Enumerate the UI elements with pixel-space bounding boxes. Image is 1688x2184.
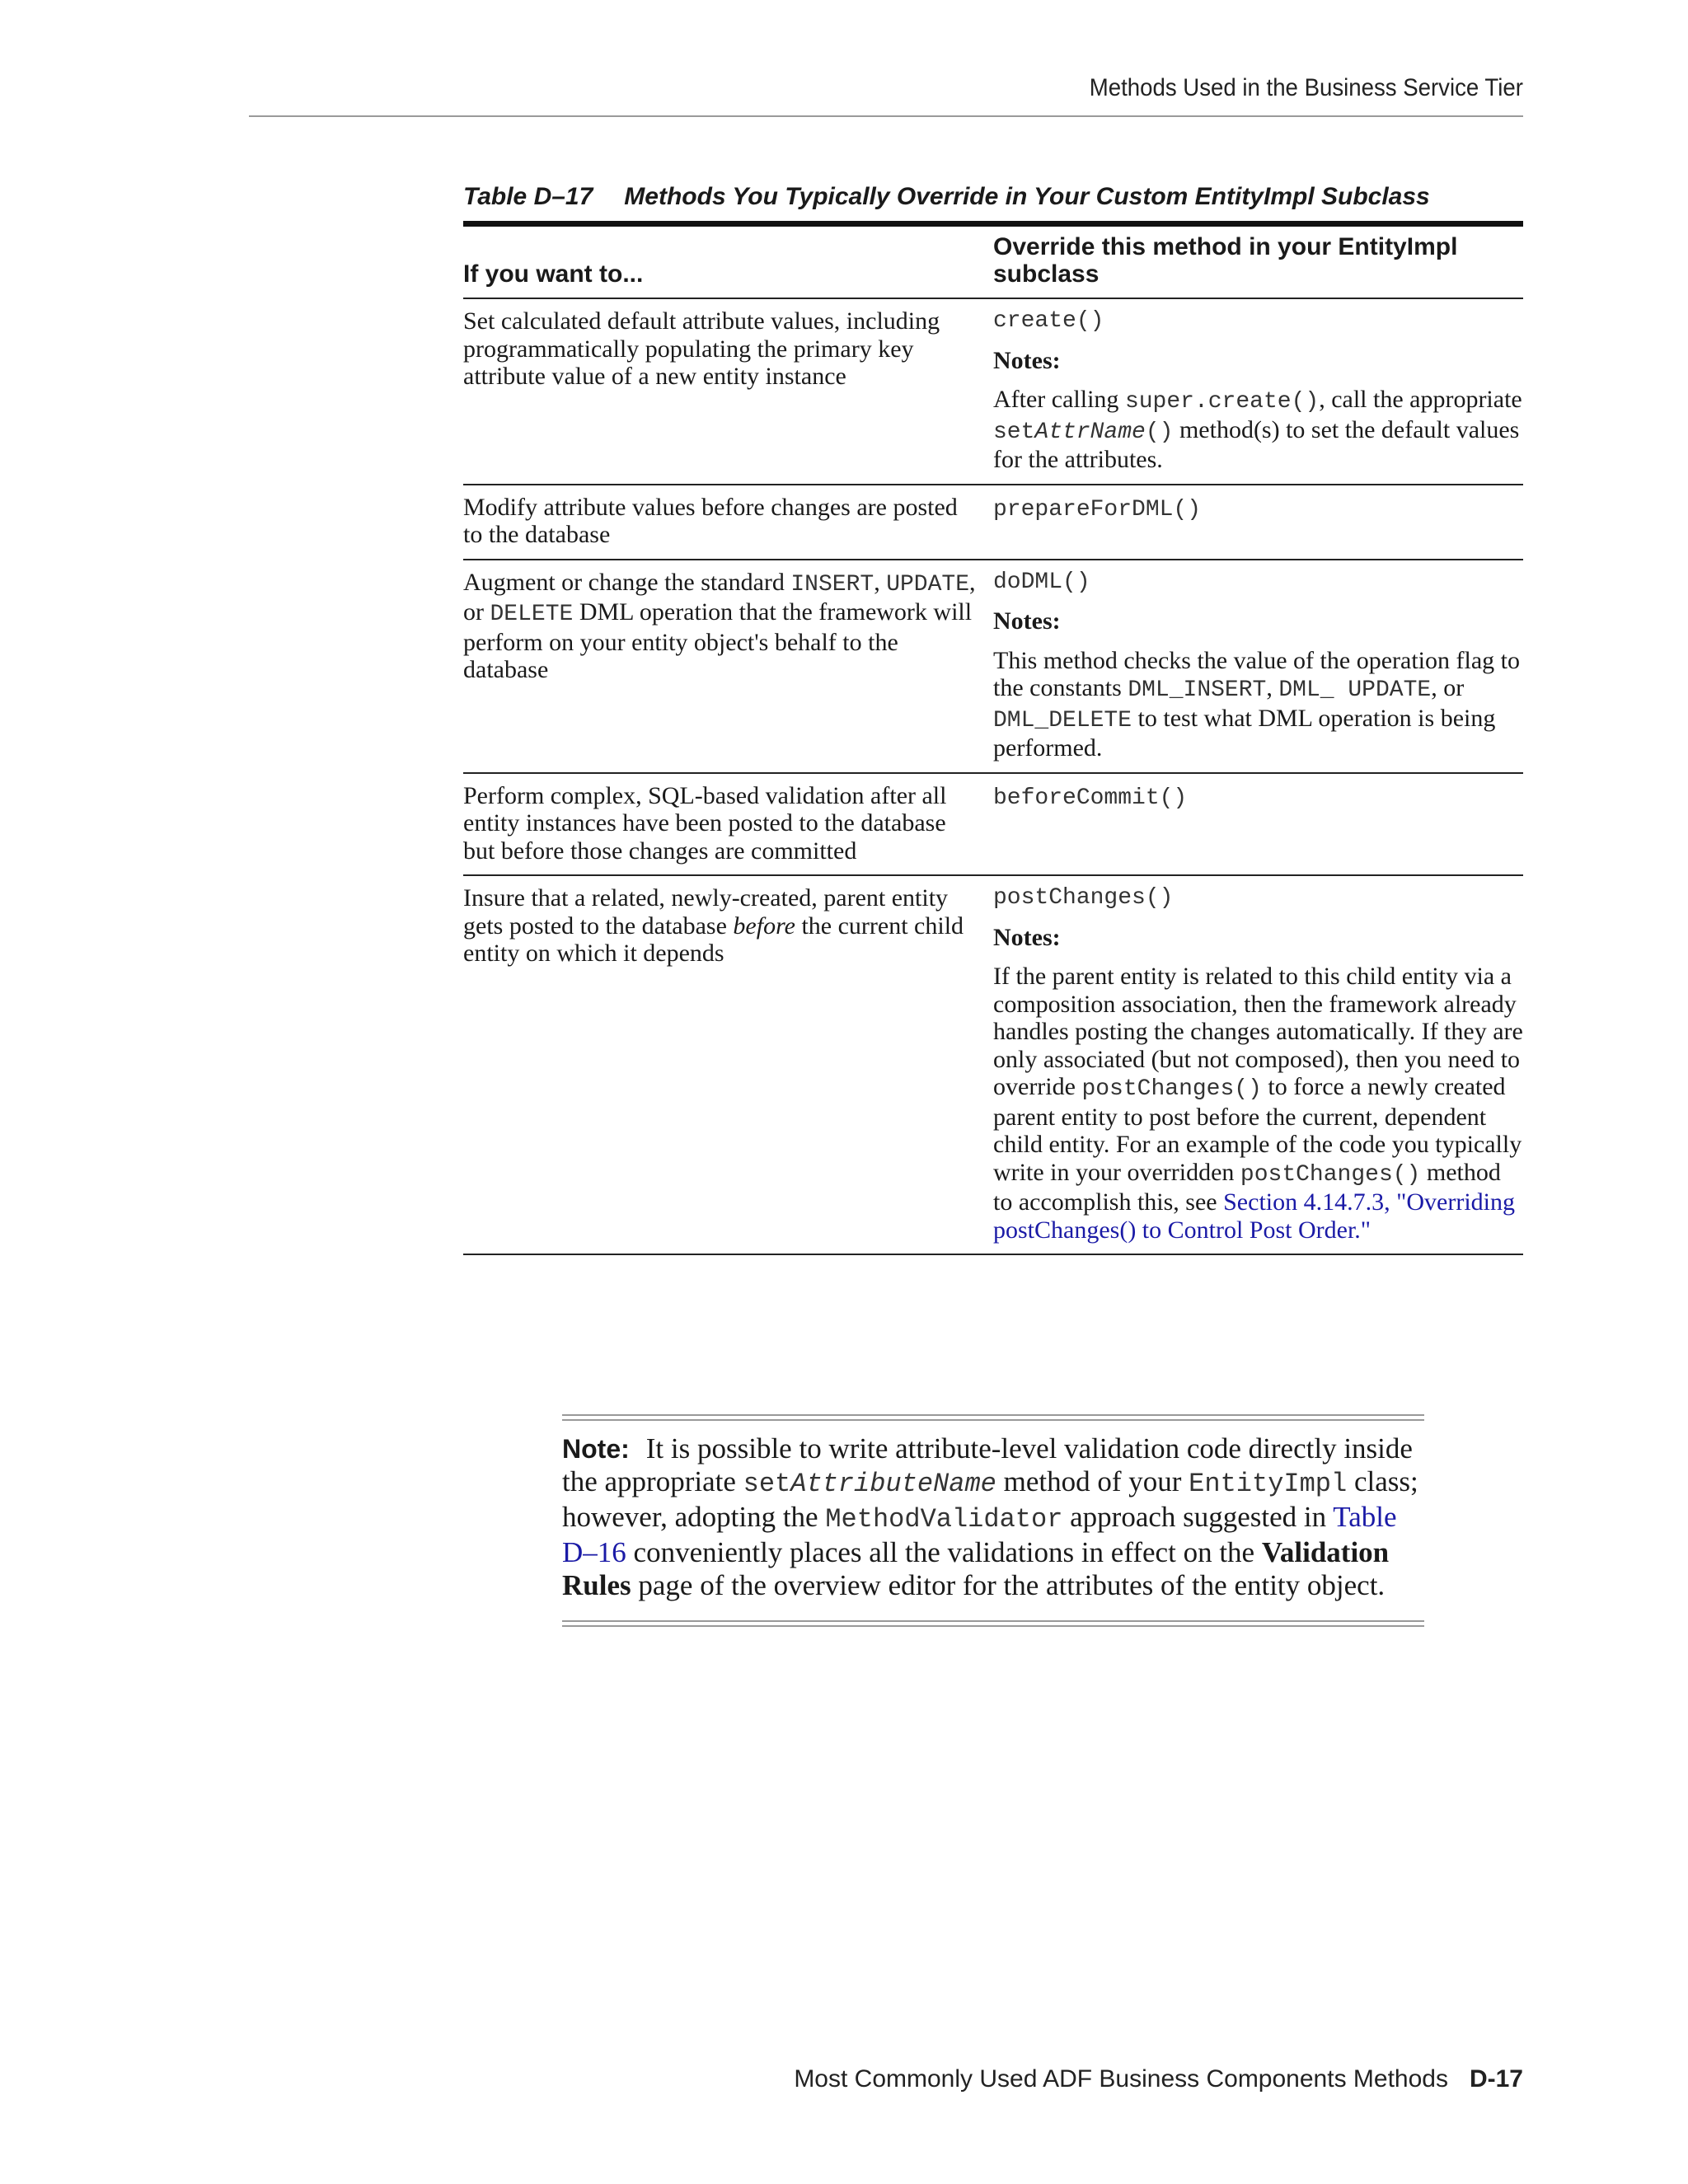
footer-title: Most Commonly Used ADF Business Components Methods: [794, 2065, 1448, 2093]
method-cell: [993, 773, 1523, 876]
page-number: D-17: [1469, 2065, 1523, 2093]
method-cell: [993, 485, 1523, 560]
note-bottom-rule: [562, 1620, 1424, 1627]
table-caption: [463, 183, 1523, 211]
goal-cell: Perform complex, SQL-based validation after all entity instances have been posted to the database but before those changes are committed: [463, 781, 947, 865]
header-rule: [249, 115, 1523, 117]
notes-label: Notes:: [993, 346, 1061, 374]
goal-cell: Augment or change the standard INSERT, UPDATE, or DELETE DML operation that the framework will perform on your entity object's behalf to the database: [463, 568, 976, 683]
method-name: postChanges(): [993, 885, 1174, 911]
goal-cell: Insure that a related, newly-created, parent entity gets posted to the database before the current child entity on which it depends: [463, 884, 964, 967]
page-footer: [794, 2065, 1523, 2093]
column-header-method: Override this method in your EntityImpl subclass: [993, 233, 1458, 288]
table-row: [463, 773, 1523, 876]
method-cell: [993, 560, 1523, 773]
method-cell: [993, 875, 1523, 1254]
note-box: [562, 1414, 1424, 1627]
goal-cell: Set calculated default attribute values, including programmatically populating the primary key attribute value of a new entity instance: [463, 307, 940, 390]
table-row: [463, 298, 1523, 485]
notes-text: If the parent entity is related to this child entity via a composition association, then the framework already handles posting the changes automatically. If they are only associated (but not composed), then you need to override postChanges() to force a newly created parent entity to post before the current, dependent child entity. For an example of the code you typically write in your overridden postChanges() method to accomplish this, see Section 4.14.7.3, "Overriding postChanges() to Control Post Order.": [993, 963, 1523, 1244]
methods-table: [463, 221, 1523, 1255]
method-name: prepareForDML(): [993, 496, 1202, 523]
table-row: [463, 560, 1523, 773]
note-text: Note: It is possible to write attribute-level validation code directly inside the appropriate setAttributeName method of your EntityImpl class; however, adopting the MethodValidator approach suggested in Table D–16 conveniently places all the validations in effect on the Validation Rules page of the overview editor for the attributes of the entity object.: [562, 1432, 1418, 1601]
methods-table-section: [463, 183, 1523, 1255]
notes-label: Notes:: [993, 607, 1061, 635]
section-link[interactable]: Section 4.14.7.3, "Overriding postChanges() to Control Post Order.": [993, 1188, 1515, 1244]
table-caption-number: Table D–17: [463, 183, 593, 210]
column-header-goal: If you want to...: [463, 260, 644, 288]
table-link[interactable]: Table D–16: [562, 1501, 1397, 1568]
table-header-row: [463, 224, 1523, 299]
running-header: Methods Used in the Business Service Tier: [1089, 74, 1523, 101]
method-name: doDML(): [993, 569, 1090, 595]
method-name: create(): [993, 308, 1104, 334]
table-row: [463, 875, 1523, 1254]
method-cell: [993, 298, 1523, 485]
notes-text: After calling super.create(), call the appropriate setAttrName() method(s) to set the default values for the attributes.: [993, 386, 1522, 473]
method-name: beforeCommit(): [993, 785, 1188, 811]
table-caption-title: Methods You Typically Override in Your Custom EntityImpl Subclass: [624, 183, 1430, 210]
notes-text: This method checks the value of the operation flag to the constants DML_INSERT, DML_ UPDATE, or DML_DELETE to test what DML operation is being performed.: [993, 646, 1520, 762]
notes-label: Notes:: [993, 923, 1061, 951]
note-top-rule: [562, 1414, 1424, 1421]
goal-cell: Modify attribute values before changes are posted to the database: [463, 493, 958, 548]
note-label: Note:: [562, 1434, 630, 1464]
table-row: [463, 485, 1523, 560]
